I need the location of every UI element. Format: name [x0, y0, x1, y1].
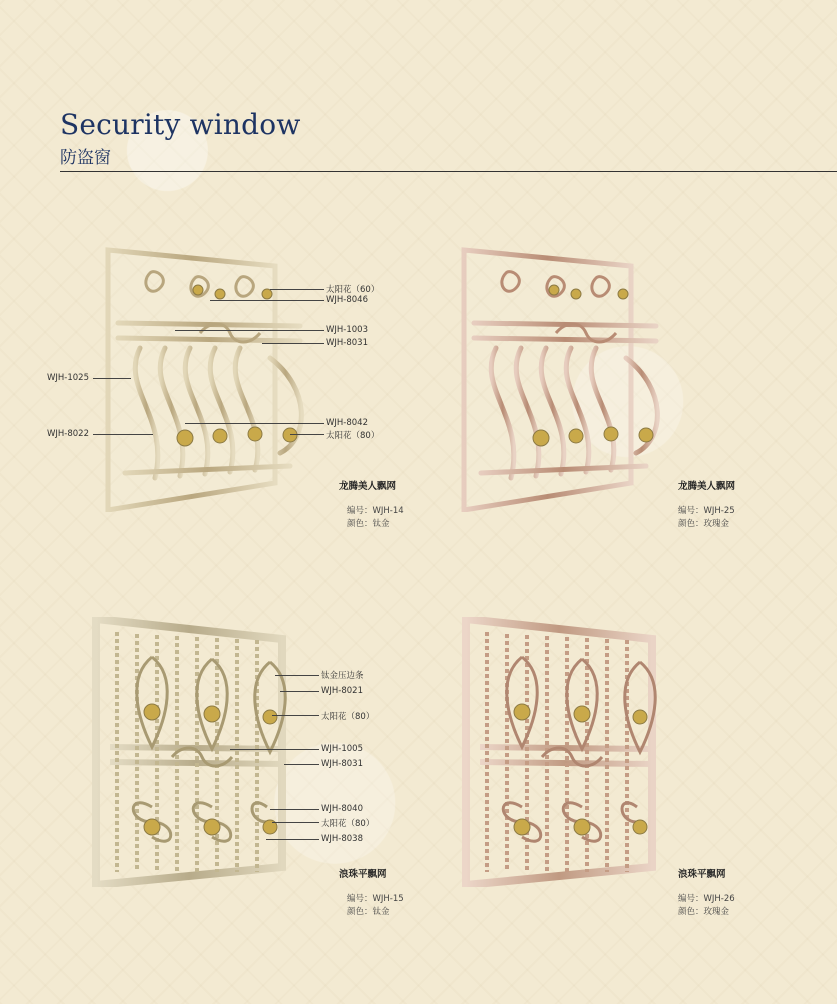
callout-3-2: WJH-8021 [321, 686, 364, 696]
product-code: 编号：WJH-14 [347, 506, 404, 516]
window-image-4 [462, 617, 672, 887]
callout-1-2: WJH-8046 [326, 295, 369, 305]
callout-1-1: 太阳花（60） [326, 285, 380, 295]
callout-1-6: WJH-8022 [47, 429, 90, 439]
leader-line [284, 764, 319, 765]
callout-1-7: WJH-8042 [326, 418, 369, 428]
leader-line [262, 343, 324, 344]
callout-1-3: WJH-1003 [326, 325, 369, 335]
product-name: 龙腾美人飘网 [678, 481, 736, 492]
product-name: 龙腾美人飘网 [339, 481, 397, 492]
callout-3-1: 钛金压边条 [321, 671, 364, 681]
leader-line [175, 330, 324, 331]
leader-line [272, 822, 319, 823]
title-rule [60, 171, 837, 172]
window-image-2 [456, 238, 666, 512]
leader-line [272, 715, 319, 716]
leader-line [185, 423, 324, 424]
callout-3-4: WJH-1005 [321, 744, 364, 754]
callout-3-3: 太阳花（80） [321, 712, 375, 722]
callout-3-8: WJH-8038 [321, 834, 364, 844]
leader-line [93, 378, 131, 379]
product-color: 颜色：钛金 [347, 907, 390, 917]
leader-line [210, 300, 324, 301]
product-code: 编号：WJH-26 [678, 894, 735, 904]
leader-line [270, 809, 319, 810]
product-color: 颜色：玫瑰金 [678, 907, 730, 917]
product-name: 浪珠平飘网 [678, 869, 726, 880]
product-name: 浪珠平飘网 [339, 869, 387, 880]
product-color: 颜色：玫瑰金 [678, 519, 730, 529]
product-color: 颜色：钛金 [347, 519, 390, 529]
leader-line [230, 749, 319, 750]
leader-line [270, 289, 324, 290]
leader-line [290, 434, 324, 435]
page-subtitle: 防盗窗 [60, 148, 111, 168]
page-title: Security window [60, 108, 301, 141]
callout-3-6: WJH-8040 [321, 804, 364, 814]
callout-3-5: WJH-8031 [321, 759, 364, 769]
product-code: 编号：WJH-15 [347, 894, 404, 904]
window-image-1 [100, 238, 310, 512]
leader-line [93, 434, 153, 435]
product-code: 编号：WJH-25 [678, 506, 735, 516]
leader-line [266, 839, 319, 840]
callout-1-4: WJH-8031 [326, 338, 369, 348]
callout-3-7: 太阳花（80） [321, 819, 375, 829]
callout-1-5: WJH-1025 [47, 373, 90, 383]
leader-line [275, 675, 319, 676]
leader-line [280, 691, 319, 692]
window-image-3 [92, 617, 302, 887]
callout-1-8: 太阳花（80） [326, 431, 380, 441]
